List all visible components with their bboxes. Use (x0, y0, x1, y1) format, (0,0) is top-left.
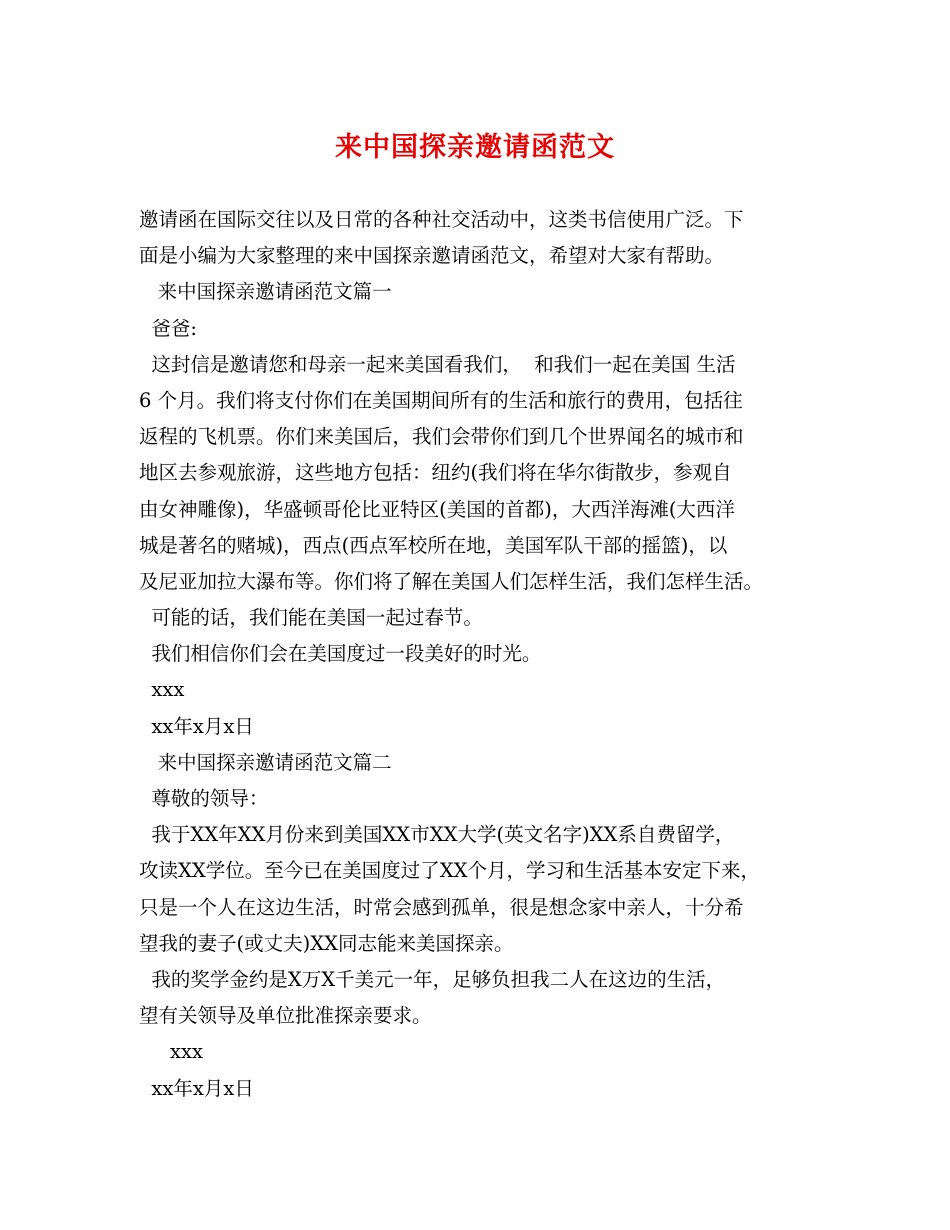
section-heading: 来中国探亲邀请函范文篇一 (139, 280, 392, 304)
body-line: 由女神雕像)，华盛顿哥伦比亚特区(美国的首都)，大西洋海滩(大西洋 (139, 497, 735, 521)
salutation: 尊敬的领导： (139, 787, 269, 810)
body-line: 攻读XX学位。至今已在美国度过了XX个月，学习和生活基本安定下来， (139, 859, 761, 883)
signature-name: xxx (139, 1040, 203, 1064)
body-line: 我于XX年XX月份来到美国XX市XX大学(英文名字)XX系自费留学， (139, 823, 735, 847)
body-line: 这封信是邀请您和母亲一起来美国看我们， 和我们一起在美国 生活 (139, 352, 736, 376)
body-line: 我们相信你们会在美国度过一段美好的时光。 (139, 642, 542, 666)
page-title: 来中国探亲邀请函范文 (335, 132, 615, 163)
body-line: 我的奖学金约是X万X千美元一年，足够负担我二人在这边的生活， (139, 967, 726, 991)
body-line: 邀请函在国际交往以及日常的各种社交活动中，这类书信使用广泛。下 (139, 208, 744, 231)
body-line: 及尼亚加拉大瀑布等。你们将了解在美国人们怎样生活，我们怎样生活。 (139, 569, 764, 593)
body-line: 可能的话，我们能在美国一起过春节。 (139, 606, 483, 630)
salutation: 爸爸: (139, 316, 197, 340)
body-line: 面是小编为大家整理的来中国探亲邀请函范文，希望对大家有帮助。 (139, 244, 725, 268)
signature-date: xx年x月x日 (139, 714, 254, 738)
body-line: 只是一个人在这边生活，时常会感到孤单，很是想念家中亲人，十分希 (139, 895, 744, 919)
document-body (139, 202, 839, 1107)
body-line: 6 个月。我们将支付你们在美国期间所有的生活和旅行的费用，包括往 (139, 388, 743, 412)
signature-date: xx年x月x日 (139, 1076, 254, 1100)
body-line: 望有关领导及单位批准探亲要求。 (139, 1004, 432, 1028)
section-heading: 来中国探亲邀请函范文篇二 (139, 750, 392, 774)
body-line: 地区去参观旅游，这些地方包括：纽约(我们将在华尔街散步，参观自 (139, 461, 732, 485)
signature-name: xxx (139, 678, 185, 702)
body-line: 城是著名的赌城)，西点(西点军校所在地，美国军队干部的摇篮)，以 (139, 533, 728, 557)
body-line: 返程的飞机票。你们来美国后，我们会带你们到几个世界闻名的城市和 (139, 425, 744, 449)
body-line: 望我的妻子(或丈夫)XX同志能来美国探亲。 (139, 931, 514, 955)
